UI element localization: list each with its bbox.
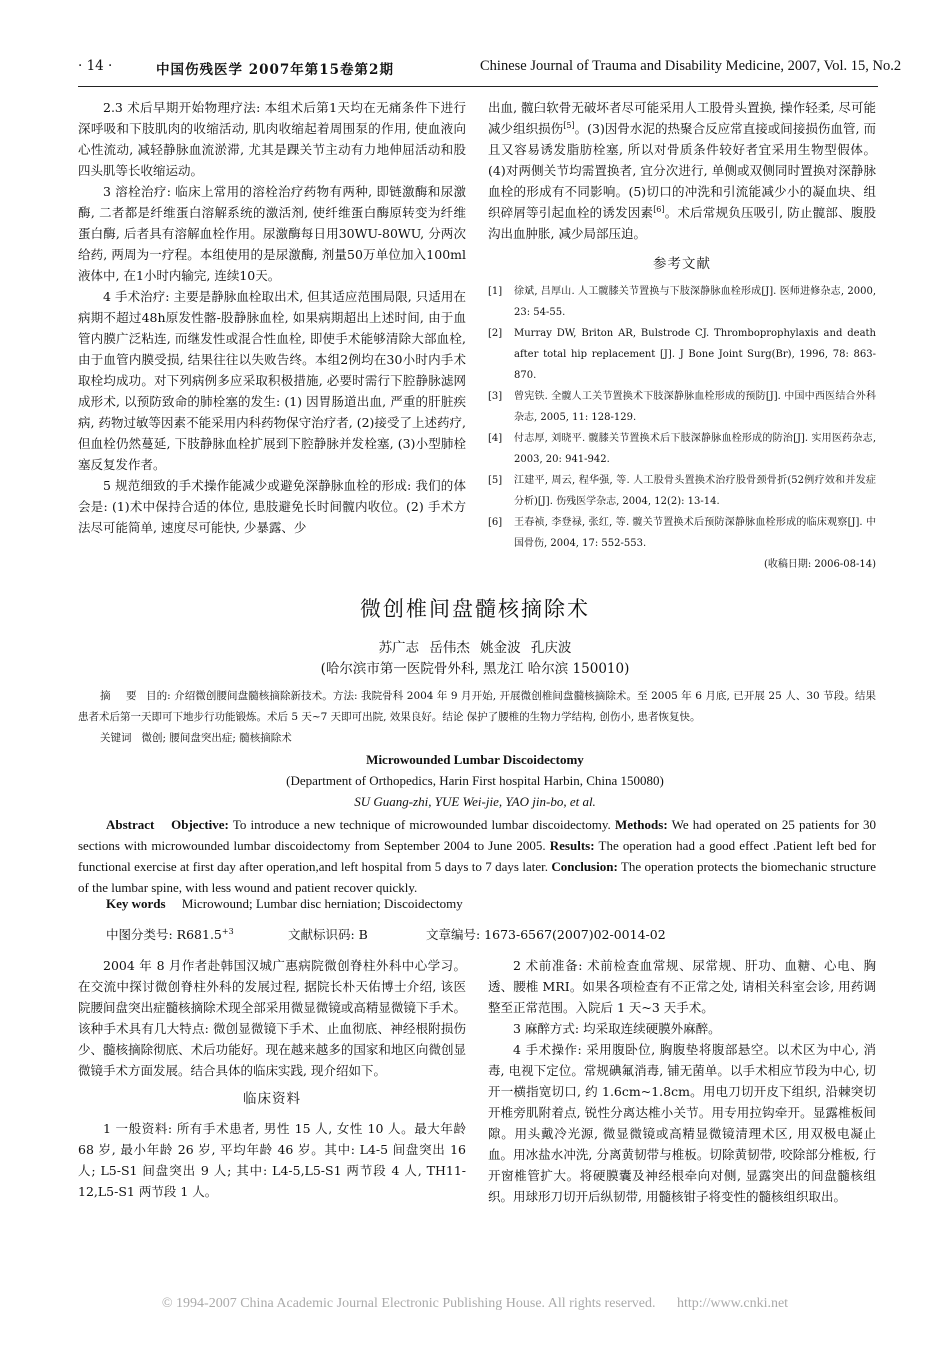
copyright-text: © 1994-2007 China Academic Journal Electronic Publishing House. All rights reserved. — [161, 1296, 656, 1311]
abstract-en-label: Abstract — [106, 817, 155, 832]
document-code: 文献标识码: B — [288, 927, 368, 942]
paragraph: 3 麻醉方式: 均采取连续硬膜外麻醉。 — [513, 1021, 721, 1036]
paragraph: 5 规范细致的手术操作能减少或避免深静脉血栓的形成: 我们的体会是: (1)术中保持合适的体位, 患肢避免长时间髋内收位。(2) 手术方法尽可能简单, 速度尽可能快, 少暴露、少 — [78, 478, 466, 535]
journal-name-cn: 中国伤残医学 2007年第15卷第2期 — [156, 62, 394, 78]
reference-item: [3] 曾宪铁. 全髋人工关节置换术下肢深静脉血栓形成的预防[J]. 中国中西医结合外科杂志, 2005, 11: 128-129. — [488, 391, 876, 423]
reference-item: [6] 王春祯, 李登禄, 张红, 等. 髋关节置换术后预防深静脉血栓形成的临床观察[J]. 中国骨伤, 2004, 17: 552-553. — [488, 517, 876, 549]
keywords-label: 关键词 — [100, 732, 132, 744]
abstract-en: Abstract Objective: To introduce a new technique of microwounded lumbar discoidectomy. Methods: We had operated on 25 patients for 30 sections with microwounded lumbar discoidectomy from September 2004 to June 2005. Results: The operation had a good effect .Patient left bed for functional exercise at first day after operation,and left hospital from 5 days to 7 days later. Conclusion: The operation protects the biomechanic structure of the lumbar spine, with less wound and patient recover quickly. — [78, 817, 877, 895]
page-number: · 14 · — [78, 58, 113, 74]
paragraph: 出血, 髋臼软骨无破坏者尽可能采用人工股骨头置换, 操作轻柔, 尽可能减少组织损伤[5]。(3)因骨水泥的热聚合反应常直接或间接损伤血管, 而且又容易诱发脂肪栓塞, 所以对骨质条件较好者宜采用生物型假体。(4)对两侧关节均需置换者, 宜分次进行, 单侧或双侧同时置换对深静脉血栓的形成有不同影响。(5)切口的冲洗和引流能减少小的凝血块、组织碎屑等引起血栓的诱发因素[6]。术后常规负压吸引, 防止髋部、腹股沟出血肿胀, 减少局部压迫。 — [488, 100, 876, 241]
abstract-label: 摘 要 — [100, 690, 143, 702]
received-date: (收稿日期: 2006-08-14) — [763, 559, 876, 570]
article-title: 微创椎间盘髓核摘除术 — [360, 597, 590, 621]
paragraph: 2004 年 8 月作者赴韩国汉城广惠病院微创脊柱外科中心学习。在交流中探讨微创脊柱外科的发展过程, 据院长朴天佑博士介绍, 该医院腰间盘突出症髓核摘除术现全部采用微显微镜或高精显微镜下手术。该种手术具有几大特点: 微创显微镜下手术、止血彻底、神经根附损伤少、髓核摘除彻底、术后功能好。现在越来越多的国家和地区向微创显微镜手术方面发展。结合具体的临床实践, 现介绍如下。 — [78, 958, 466, 1078]
article-affiliation-en: (Department of Orthopedics, Harin First hospital Harbin, China 150080) — [286, 773, 664, 788]
paragraph: 4 手术治疗: 主要是静脉血栓取出术, 但其适应范围局限, 只适用在病期不超过48h原发性髂-股静脉血栓, 如果病期超出上述时间, 由于血管内膜广泛粘连, 而继发性或混合性血栓, 即使手术能够清除大部血栓, 由于血管内膜受损, 结果往往以失败告终。本组2例均在30小时内手术取栓均成功。对下列病例多应采取积极措施, 必要时需行下腔静脉滤网成形术, 以预防致命的肺栓塞的发生: (1) 因胃肠道出血, 严重的肝脏疾病, 药物过敏等因素不能采用内科药物保守治疗者, (2)接受了上述药疗, 但血栓仍然蔓延, 下肢静脉血栓扩展到下腔静脉并发栓塞, (3)小型肺栓塞反复发作者。 — [78, 289, 466, 472]
paragraph: 3 溶栓治疗: 临床上常用的溶栓治疗药物有两种, 即链激酶和尿激酶, 二者都是纤维蛋白溶解系统的激活剂, 使纤维蛋白酶原转变为纤维蛋白酶, 后者具有溶解血栓作用。尿激酶每日用30WU-80WU, 分两次给药, 两周为一疗程。本组使用的是尿激酶, 剂量50万单位加入100ml液体中, 在1小时内输完, 连续10天。 — [78, 184, 466, 283]
reference-item: [1] 徐斌, 吕厚山. 人工髋膝关节置换与下肢深静脉血栓形成[J]. 医师进修杂志, 2000, 23: 54-55. — [488, 286, 876, 318]
article-authors-en: SU Guang-zhi, YUE Wei-jie, YAO jin-bo, et al. — [354, 794, 596, 809]
article-left-column — [78, 955, 466, 1202]
journal-name-en: Chinese Journal of Trauma and Disability Medicine, 2007, Vol. 15, No.2 — [480, 58, 902, 74]
copyright-footer — [0, 1296, 950, 1312]
keywords-en-label: Key words — [106, 896, 166, 911]
paragraph: 1 一般资料: 所有手术患者, 男性 15 人, 女性 10 人。最大年龄 68 岁, 最小年龄 26 岁, 平均年龄 46 岁。其中: L4-5 间盘突出 16 人; L5-S1 间盘突出 9 人; 其中: L4-5,L5-S1 两节段 4 人, TH11-12,L5-S1 两节段 1 人。 — [78, 1121, 466, 1199]
article-number: 文章编号: 1673-6567(2007)02-0014-02 — [426, 927, 666, 942]
reference-item: [5] 江建平, 周云, 程华强, 等. 人工股骨头置换术治疗股骨颈骨折(52例疗效和并发症分析)[J]. 伤残医学杂志, 2004, 12(2): 13-14. — [488, 475, 876, 507]
paragraph: 4 手术操作: 采用腹卧位, 胸腹垫将腹部悬空。以术区为中心, 消毒, 电视下定位。常规碘氟消毒, 铺无菌单。以手术相应节段为中心, 切开一横指宽切口, 约 1.6cm~1.8cm。用电刀切开皮下组织, 沿棘突切开椎旁肌附着点, 锐性分离达椎小关节。用专用拉钩牵开。显露椎板间隙。用头戴冷光源, 微显微镜或高精显微镜清理术区, 用双极电凝止血。用冰盐水冲洗, 分离黄韧带与椎板。切除黄韧带, 咬除部分椎板, 行开窗椎管扩大。将硬膜囊及神经根牵向对侧, 显露突出的间盘髓核组织。用球形刀切开后纵韧带, 用髓核钳子将变性的髓核组织取出。 — [488, 1042, 876, 1204]
prev-article-right-column — [488, 97, 876, 575]
article-authors: 苏广志 岳伟杰 姚金波 孔庆波 — [378, 640, 572, 656]
clc-number: 中图分类号: $R681.5^{+3}$ — [106, 926, 234, 942]
footer-url[interactable]: http://www.cnki.net — [676, 1296, 789, 1311]
article-right-column — [488, 955, 876, 1207]
keywords-cn — [100, 730, 292, 745]
keywords-text: 微创; 腰间盘突出症; 髓核摘除术 — [141, 732, 292, 744]
keywords-en — [106, 896, 463, 912]
citation: [6] — [653, 204, 665, 214]
article-affiliation: (哈尔滨市第一医院骨外科, 黑龙江 哈尔滨 150010) — [320, 661, 630, 677]
paragraph: 2 术前准备: 术前检查血常规、尿常规、肝功、血糖、心电、胸透、腰椎 MRI。如果各项检查有不正常之处, 请相关科室会诊, 用药调整至正常范围。入院后 1 天~3 天手术。 — [488, 958, 876, 1015]
reference-list — [488, 281, 876, 575]
references-heading: 参考文献 — [653, 256, 711, 272]
section-heading: 临床资料 — [243, 1091, 301, 1107]
citation: [5] — [563, 120, 575, 130]
reference-item: [2] Murray DW, Briton AR, Bulstrode CJ. Thromboprophylaxis and death after total hip replacement [J]. J Bone Joint Surg(Br), 1996, 78: 863-870. — [488, 328, 876, 381]
abstract-cn — [78, 686, 876, 728]
running-header — [78, 58, 902, 84]
reference-item: [4] 付志厚, 刘晓平. 髋膝关节置换术后下肢深静脉血栓形成的防治[J]. 实用医药杂志, 2003, 20: 941-942. — [488, 433, 876, 465]
article-title-en: Microwounded Lumbar Discoidectomy — [366, 752, 584, 767]
header-rule — [78, 86, 878, 87]
abstract-text: 目的: 介绍微创腰间盘髓核摘除新技术。方法: 我院骨科 2004 年 9 月开始, 开展微创椎间盘髓核摘除术。至 2005 年 6 月底, 已开展 25 人、30 节段。结果 患者术后第一天即可下地步行功能锻炼。术后 5 天~7 天即可出院, 效果良好。结论 保护了腰椎的生物力学结构, 创伤小, 患者恢复快。 — [78, 690, 876, 723]
keywords-en-text: Microwound; Lumbar disc herniation; Discoidectomy — [181, 896, 463, 911]
prev-article-left-column — [78, 97, 466, 538]
paragraph: 2.3 术后早期开始物理疗法: 本组术后第1天均在无痛条件下进行深呼吸和下肢肌肉的收缩活动, 肌肉收缩起着周围泵的作用, 使血液向心性流动, 减轻静脉血流淤滞, 尤其是踝关节主动有力地伸屈活动和股四头肌等长收缩运动。 — [78, 100, 466, 178]
